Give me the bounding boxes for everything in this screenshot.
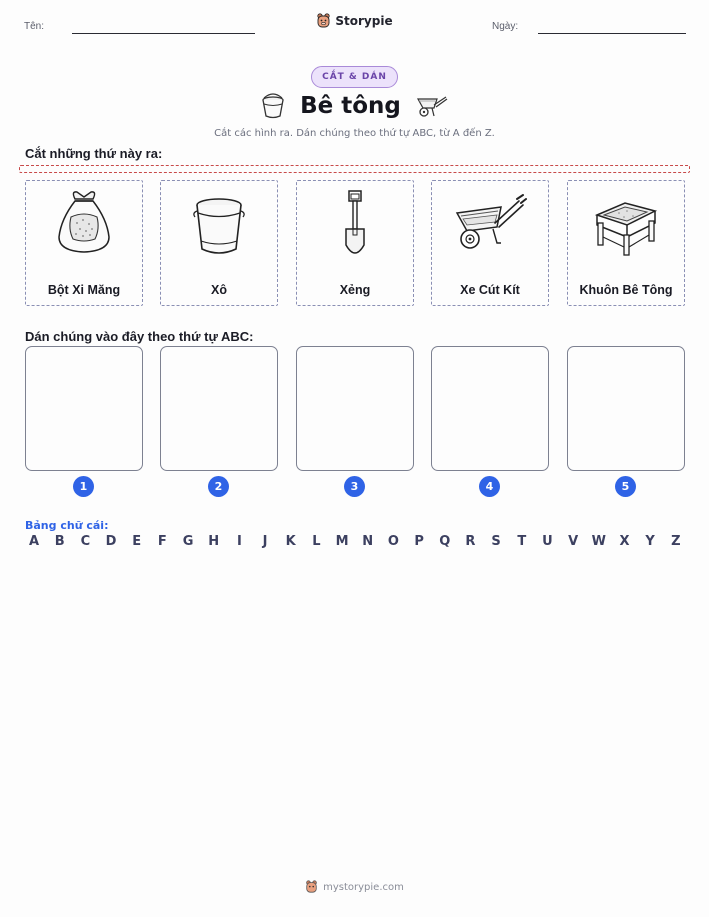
paste-box-1[interactable] [25, 346, 143, 471]
alphabet-letter: J [262, 534, 268, 549]
alphabet-letter: X [619, 534, 630, 549]
number-badge-5: 5 [615, 476, 636, 497]
paste-box-5[interactable] [567, 346, 685, 471]
cut-card-label: Xẻng [339, 283, 371, 297]
number-badge-2: 2 [208, 476, 229, 497]
alphabet-letter: Y [645, 534, 655, 549]
title-row [0, 92, 709, 120]
date-line [538, 33, 686, 34]
alphabet-letter: S [491, 534, 501, 549]
bucket-icon [188, 189, 250, 261]
name-label: Tên: [24, 21, 45, 32]
brand-name: Storypie [335, 14, 393, 28]
cut-line [19, 165, 690, 173]
number-badge-3: 3 [344, 476, 365, 497]
instructions: Cắt các hình ra. Dán chúng theo thứ tự ABC, từ A đến Z. [214, 128, 495, 139]
cut-card-shovel[interactable] [296, 180, 414, 306]
paste-box-2[interactable] [160, 346, 278, 471]
paste-box-3[interactable] [296, 346, 414, 471]
alphabet-letter: W [591, 534, 606, 549]
alphabet-letter: U [542, 534, 553, 549]
cut-card-label: Khuôn Bê Tông [579, 283, 673, 297]
brand-logo [0, 13, 709, 29]
alphabet-letter: O [387, 534, 399, 549]
alphabet-letter: G [182, 534, 194, 549]
alphabet-letter: N [362, 534, 374, 549]
concrete-mold-icon [591, 189, 661, 261]
alphabet-letter: P [414, 534, 424, 549]
alphabet-letter: E [132, 534, 142, 549]
alphabet-letter: Q [439, 534, 451, 549]
shovel-icon [324, 189, 386, 261]
cut-card-label: Bột Xi Măng [47, 283, 121, 297]
cement-bag-icon [53, 189, 115, 261]
cut-card-label: Xe Cút Kít [460, 283, 520, 297]
alphabet-letter: T [517, 534, 527, 549]
alphabet-letter: M [335, 534, 349, 549]
footer-url[interactable]: mystorypie.com [323, 881, 404, 893]
page-title: Bê tông [300, 93, 401, 119]
alphabet-letter: H [208, 534, 220, 549]
alphabet-letter: B [54, 534, 65, 549]
bucket-icon [260, 92, 286, 120]
alphabet-letter: L [312, 534, 321, 549]
cut-card-concrete-mold[interactable] [567, 180, 685, 306]
alphabet-letter: V [568, 534, 579, 549]
name-line [72, 33, 255, 34]
number-badge-1: 1 [73, 476, 94, 497]
alphabet-letter: I [236, 534, 242, 549]
number-badge-4: 4 [479, 476, 500, 497]
storypie-mascot-icon [316, 13, 331, 29]
activity-badge: CẮT & DÁN [311, 66, 398, 88]
storypie-mascot-icon [305, 880, 318, 894]
paste-heading: Dán chúng vào đây theo thứ tự ABC: [25, 329, 254, 344]
paste-box-4[interactable] [431, 346, 549, 471]
cut-card-wheelbarrow[interactable] [431, 180, 549, 306]
cut-heading: Cắt những thứ này ra: [25, 146, 163, 161]
alphabet-letter: C [80, 534, 91, 549]
footer [0, 880, 709, 894]
alphabet-letter: A [28, 534, 40, 549]
wheelbarrow-icon [415, 93, 449, 119]
alphabet-letter: D [105, 534, 117, 549]
wheelbarrow-icon [453, 189, 527, 261]
alphabet-letter: Z [671, 534, 681, 549]
cut-card-bucket[interactable] [160, 180, 278, 306]
alphabet-letter: F [157, 534, 167, 549]
alphabet-row [25, 534, 685, 549]
alphabet-letter: K [285, 534, 296, 549]
alphabet-letter: R [465, 534, 476, 549]
cut-card-label: Xô [211, 283, 227, 297]
cut-card-cement[interactable] [25, 180, 143, 306]
alphabet-title: Bảng chữ cái: [25, 519, 109, 532]
date-label: Ngày: [492, 21, 519, 32]
